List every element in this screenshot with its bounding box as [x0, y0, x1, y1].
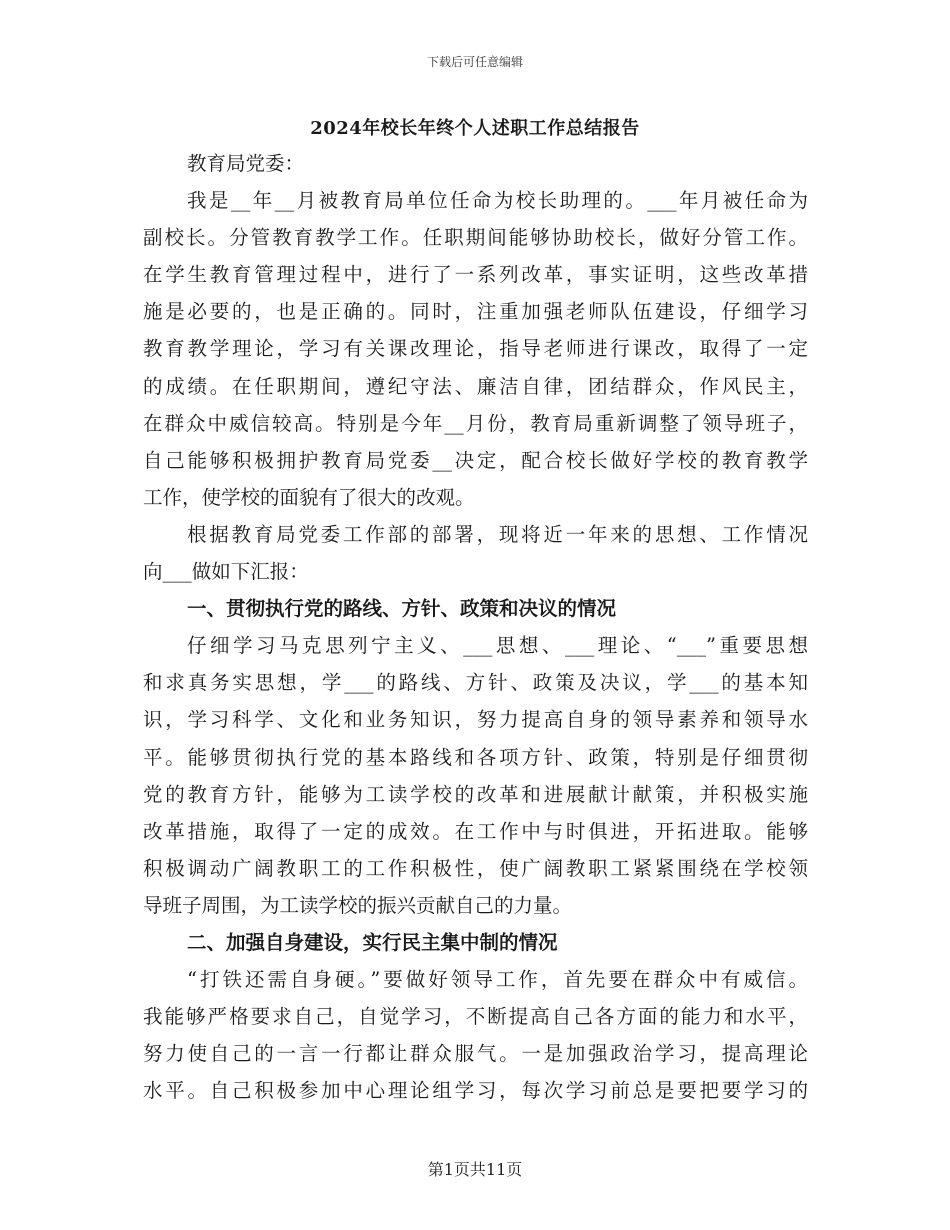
paragraph-line: 的成绩。在任职期间，遵纪守法、廉洁自律，团结群众，作风民主，	[143, 374, 808, 398]
paragraph-line: “打铁还需自身硬。”要做好领导工作，首先要在群众中有威信。	[187, 968, 808, 992]
paragraph-line: 仔细学习马克思列宁主义、___思想、___理论、“___”重要思想	[187, 634, 808, 658]
page-footer: 第1页共11页	[427, 1160, 523, 1179]
paragraph-line: 我能够严格要求自己，自觉学习，不断提高自己各方面的能力和水平，	[143, 1005, 808, 1029]
paragraph-line: 平。能够贯彻执行党的基本路线和各项方针、政策，特别是仔细贯彻	[143, 745, 808, 769]
header-note: 下载后可任意编辑	[426, 55, 523, 69]
paragraph-line: 努力使自己的一言一行都让群众服气。一是加强政治学习，提高理论	[143, 1042, 808, 1066]
paragraph-line: 识，学习科学、文化和业务知识，努力提高自身的领导素养和领导水	[143, 708, 808, 732]
paragraph-line: 积极调动广阔教职工的工作积极性，使广阔教职工紧紧围绕在学校领	[143, 856, 808, 880]
paragraph-line: 水平。自己积极参加中心理论组学习，每次学习前总是要把要学习的	[143, 1079, 808, 1103]
paragraph-line: 导班子周围，为工读学校的振兴贡献自己的力量。	[143, 893, 573, 917]
section-heading: 一、贯彻执行党的路线、方针、政策和决议的情况	[187, 597, 617, 621]
paragraph-line: 自己能够积极拥护教育局党委__决定，配合校长做好学校的教育教学	[143, 448, 808, 472]
paragraph-line: 教育教学理论，学习有关课改理论，指导老师进行课改，取得了一定	[143, 337, 808, 361]
paragraph-line: 在学生教育管理过程中，进行了一系列改革，事实证明，这些改革措	[143, 263, 808, 287]
paragraph-line: 在群众中威信较高。特别是今年__月份，教育局重新调整了领导班子，	[143, 411, 808, 435]
paragraph-line: 我是__年__月被教育局单位任命为校长助理的。___年月被任命为	[187, 189, 808, 213]
document-title: 2024年校长年终个人述职工作总结报告	[310, 118, 640, 139]
paragraph-line: 党的教育方针，能够为工读学校的改革和进展献计献策，并积极实施	[143, 782, 808, 806]
document-body	[143, 145, 808, 1109]
paragraph-line: 工作，使学校的面貌有了很大的改观。	[143, 485, 475, 509]
section-heading: 二、加强自身建设，实行民主集中制的情况	[187, 930, 558, 954]
paragraph-line: 和求真务实思想，学___的路线、方针、政策及决议，学___的基本知	[143, 671, 808, 695]
paragraph-line: 施是必要的，也是正确的。同时，注重加强老师队伍建设，仔细学习	[143, 300, 808, 324]
paragraph-line: 副校长。分管教育教学工作。任职期间能够协助校长，做好分管工作。	[143, 226, 808, 250]
paragraph-line: 根据教育局党委工作部的部署，现将近一年来的思想、工作情况	[187, 522, 808, 546]
paragraph-line: 向___做如下汇报：	[143, 560, 309, 584]
paragraph-line: 改革措施，取得了一定的成效。在工作中与时俱进，开拓进取。能够	[143, 819, 808, 843]
paragraph-line: 教育局党委：	[187, 152, 305, 175]
